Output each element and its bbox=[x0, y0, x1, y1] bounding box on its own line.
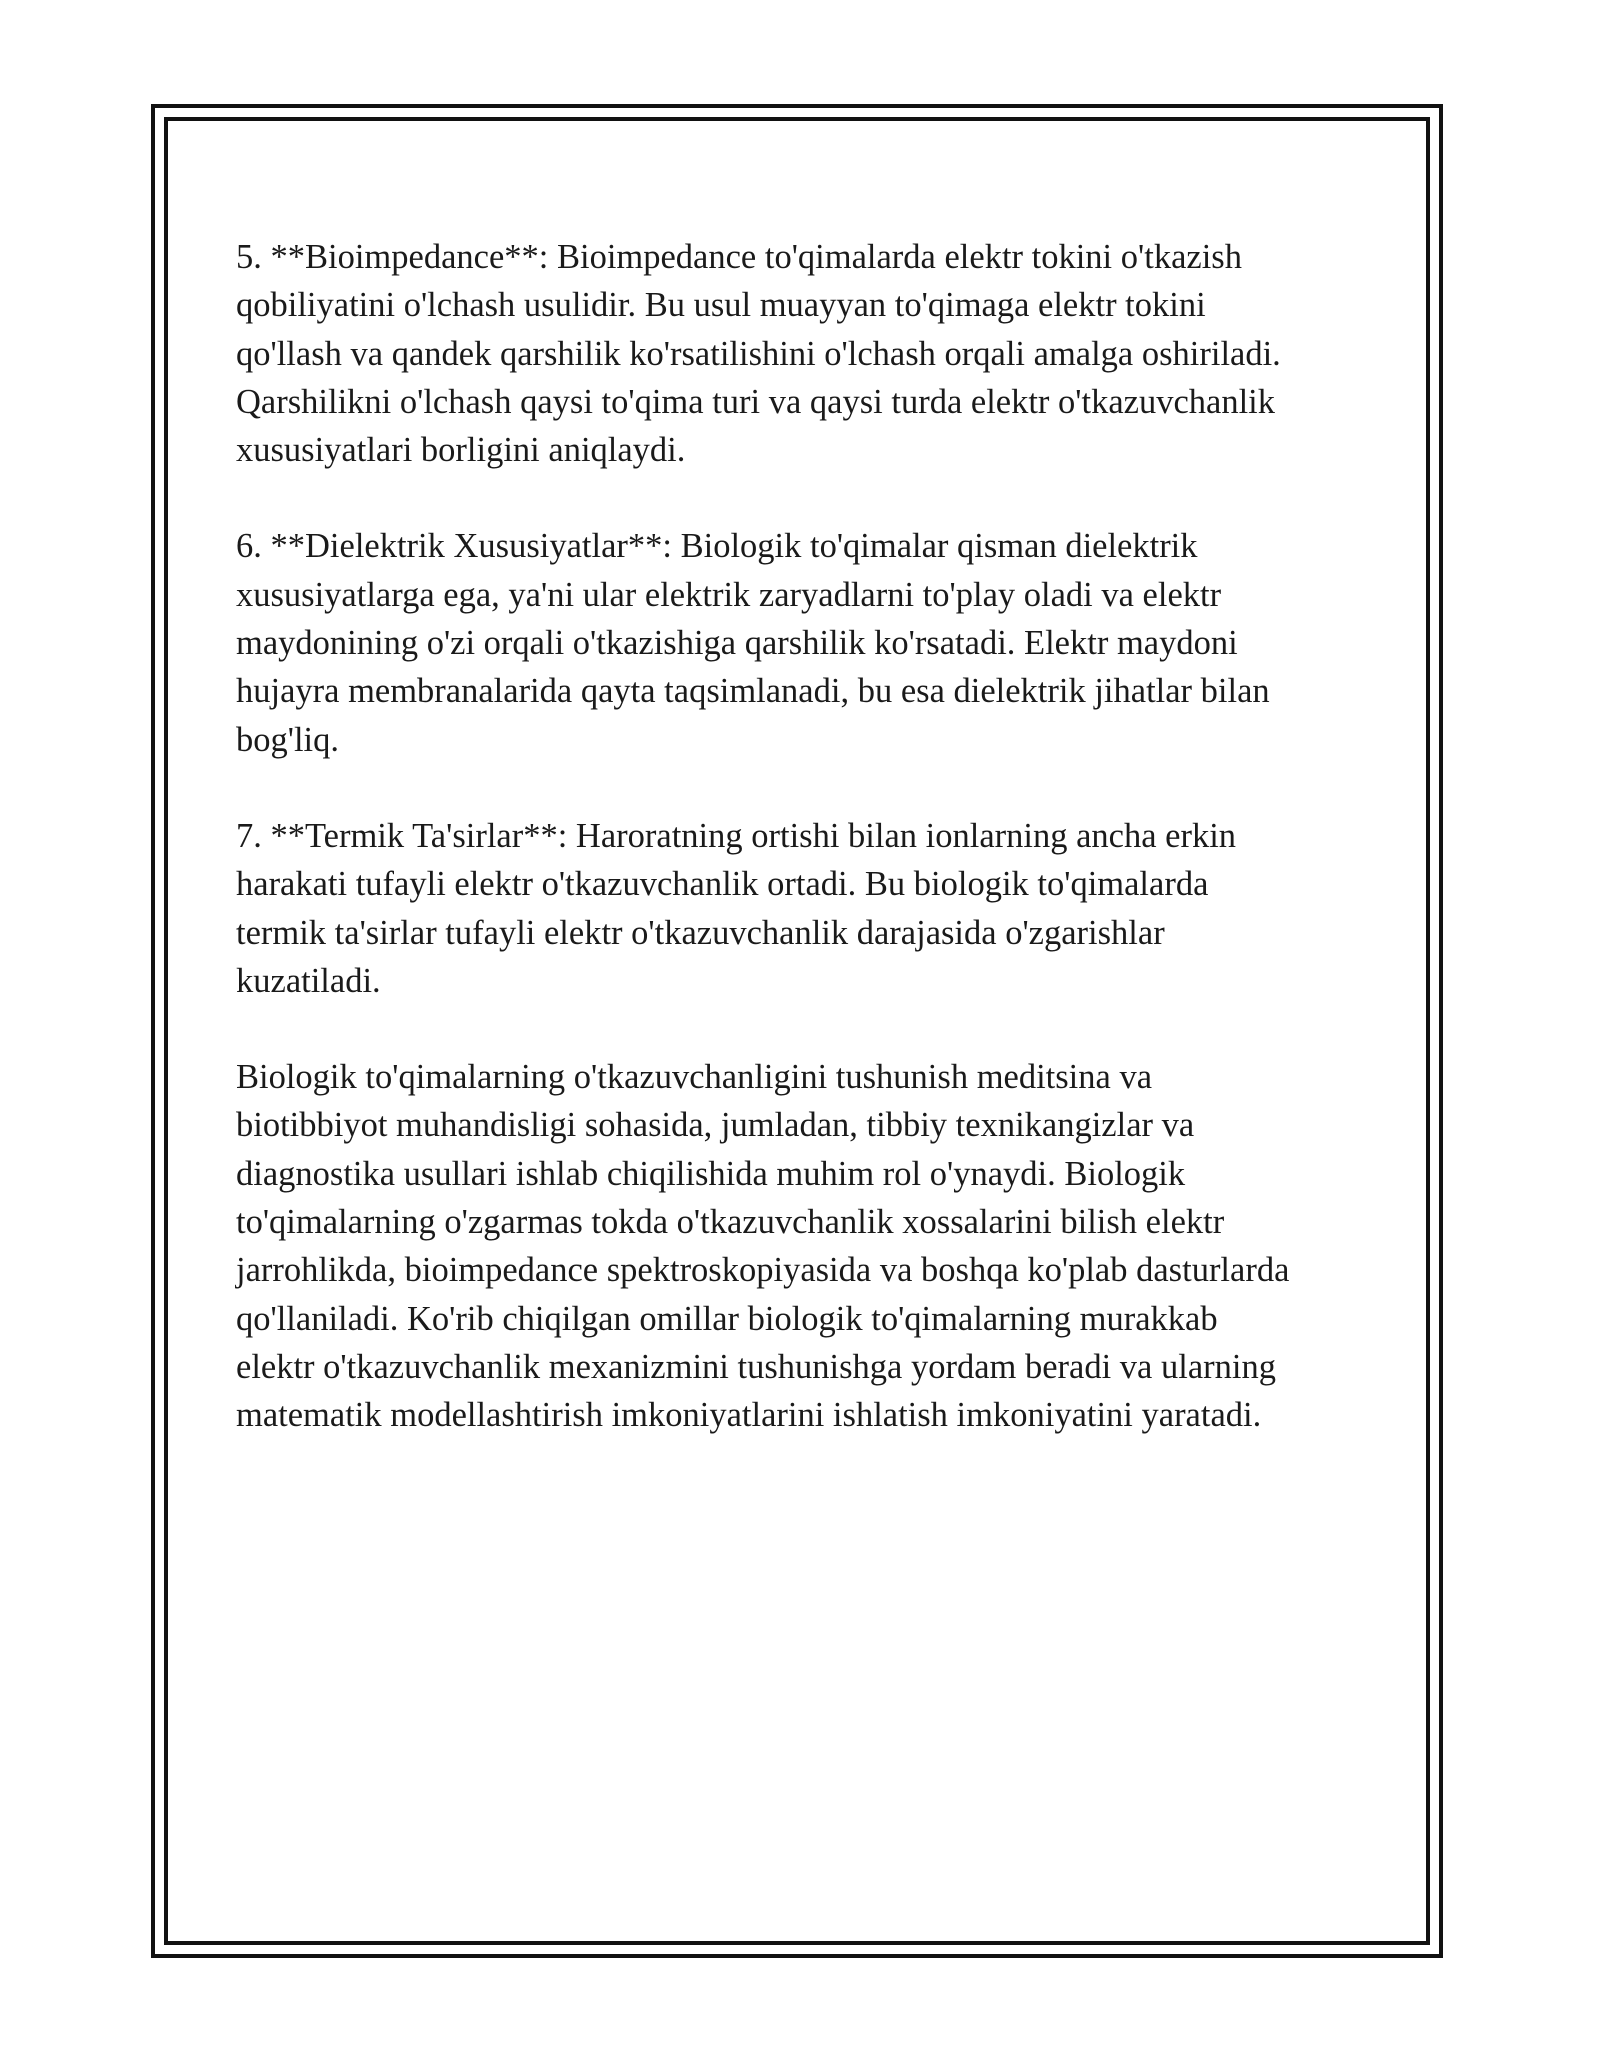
paragraph-conclusion: Biologik to'qimalarning o'tkazuvchanligini tushunish meditsina va biotibbiyot muhandisligi sohasida, jumladan, tibbiy texnikangizlar va diagnostika usullari ishlab chiqilishida muhim rol o'ynaydi. Biologik to'qimalarning o'zgarmas tokda o'tkazuvchanlik xossalarini bilish elektr jarrohlikda, bioimpedance spektroskopiyasida va boshqa ko'plab dasturlarda qo'llaniladi. Ko'rib chiqilgan omillar biologik to'qimalarning murakkab elektr o'tkazuvchanlik mexanizmini tushunishga yordam beradi va ularning matematik modellashtirish imkoniyatlarini ishlatish imkoniyatini yaratadi. bbox=[236, 1058, 1290, 1435]
document-body bbox=[236, 233, 1366, 1488]
paragraph-dielektrik: 6. **Dielektrik Xususiyatlar**: Biologik to'qimalar qisman dielektrik xususiyatlarga ega, ya'ni ular elektrik zaryadlarni to'play oladi va elektr maydonining o'zi orqali o'tkazishiga qarshilik ko'rsatadi. Elektr maydoni hujayra membranalarida qayta taqsimlanadi, bu esa dielektrik jihatlar bilan bog'liq. bbox=[236, 527, 1270, 759]
paragraph-termik: 7. **Termik Ta'sirlar**: Haroratning ortishi bilan ionlarning ancha erkin harakati tufayli elektr o'tkazuvchanlik ortadi. Bu biologik to'qimalarda termik ta'sirlar tufayli elektr o'tkazuvchanlik darajasida o'zgarishlar kuzatiladi. bbox=[236, 816, 1237, 1000]
paragraph-bioimpedance: 5. **Bioimpedance**: Bioimpedance to'qimalarda elektr tokini o'tkazish qobiliyatini o'lchash usulidir. Bu usul muayyan to'qimaga elektr tokini qo'llash va qandek qarshilik ko'rsatilishini o'lchash orqali amalga oshiriladi. Qarshilikni o'lchash qaysi to'qima turi va qaysi turda elektr o'tkazuvchanlik xususiyatlari borligini aniqlaydi. bbox=[236, 238, 1281, 470]
